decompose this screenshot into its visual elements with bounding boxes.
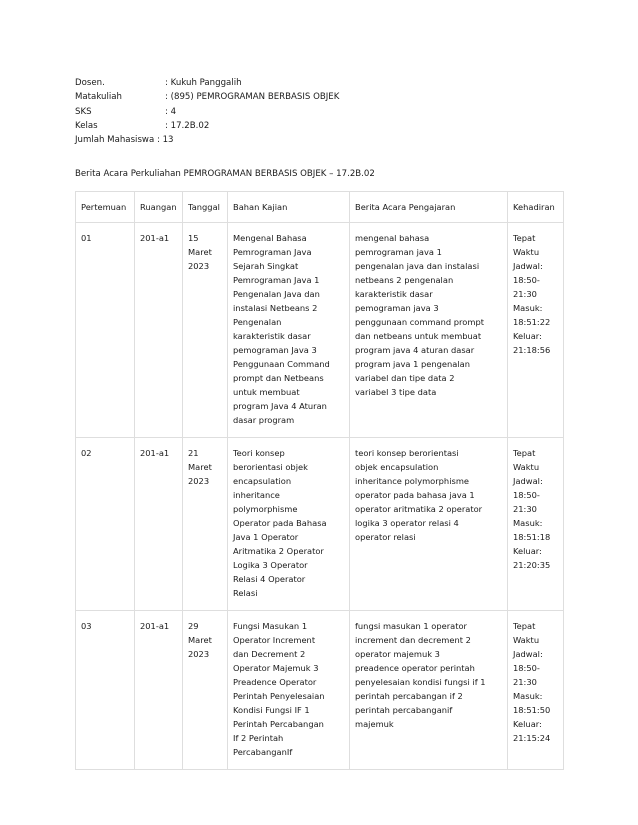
table-caption: Berita Acara Perkuliahan PEMROGRAMAN BERBASIS OBJEK – 17.2B.02 [75, 169, 375, 179]
cell-line: If 2 Perintah [233, 733, 284, 743]
cell-line: 201-a1 [140, 233, 170, 243]
cell-line: PercabanganIf [233, 747, 293, 757]
cell-line: 21:18:56 [513, 345, 551, 355]
cell-pertemuan [76, 223, 135, 438]
cell-line: majemuk [355, 719, 394, 729]
cell-line: Logika 3 Operator [233, 560, 308, 570]
info-value: : 4 [165, 106, 177, 117]
cell-line: variabel 3 tipe data [355, 387, 437, 397]
cell-line: Keluar: [513, 331, 542, 341]
cell-kehadiran [508, 223, 564, 438]
cell-line: berorientasi objek [233, 462, 308, 472]
cell-berita-acara [350, 438, 508, 611]
cell-bahan-kajian [228, 223, 350, 438]
column-header-ruangan: Ruangan [135, 192, 183, 223]
info-label: SKS [75, 106, 92, 117]
cell-bahan-kajian [228, 438, 350, 611]
info-label: Kelas [75, 120, 98, 131]
cell-line: untuk membuat [233, 387, 300, 397]
cell-line: Waktu [513, 635, 540, 645]
cell-line: Masuk: [513, 691, 543, 701]
cell-line: dan Decrement 2 [233, 649, 306, 659]
cell-line: 18:50- [513, 490, 540, 500]
cell-line: variabel dan tipe data 2 [355, 373, 455, 383]
cell-line: Pengenalan Java dan [233, 289, 320, 299]
table-row [76, 611, 564, 770]
cell-line: instalasi Netbeans 2 [233, 303, 318, 313]
cell-line: polymorphisme [233, 504, 298, 514]
cell-line: 2023 [188, 476, 210, 486]
info-student-count: Jumlah Mahasiswa : 13 [75, 135, 174, 146]
cell-line: 18:51:22 [513, 317, 551, 327]
cell-line: 01 [81, 233, 92, 243]
cell-line: Java 1 Operator [233, 532, 299, 542]
cell-kehadiran [508, 438, 564, 611]
info-value: : Kukuh Panggalih [165, 78, 242, 88]
cell-line: penyelesaian kondisi fungsi if 1 [355, 677, 486, 687]
cell-line: perintah percabanganif [355, 705, 453, 715]
cell-pertemuan [76, 438, 135, 611]
cell-line: Relasi [233, 588, 258, 598]
cell-line: netbeans 2 pengenalan [355, 275, 454, 285]
cell-line: operator pada bahasa java 1 [355, 490, 475, 500]
cell-line: Relasi 4 Operator [233, 574, 306, 584]
cell-bahan-kajian [228, 611, 350, 770]
cell-tanggal [183, 223, 228, 438]
cell-line: program java 4 aturan dasar [355, 345, 475, 355]
cell-line: logika 3 operator relasi 4 [355, 518, 459, 528]
cell-line: Waktu [513, 462, 540, 472]
cell-line: preadence operator perintah [355, 663, 475, 673]
cell-line: perintah percabangan if 2 [355, 691, 463, 701]
cell-line: Keluar: [513, 719, 542, 729]
cell-pertemuan [76, 611, 135, 770]
cell-line: Mengenal Bahasa [233, 233, 307, 243]
cell-line: 21:30 [513, 504, 537, 514]
cell-line: Masuk: [513, 518, 543, 528]
cell-line: teori konsep berorientasi [355, 448, 459, 458]
cell-line: 201-a1 [140, 448, 170, 458]
cell-line: Tepat [513, 233, 536, 243]
cell-line: 21:15:24 [513, 733, 551, 743]
info-row-matakuliah [75, 90, 339, 104]
cell-line: dan netbeans untuk membuat [355, 331, 482, 341]
cell-line: Aritmatika 2 Operator [233, 546, 324, 556]
cell-line: 18:51:18 [513, 532, 551, 542]
cell-tanggal [183, 611, 228, 770]
info-label: Dosen. [75, 78, 105, 88]
cell-line: Keluar: [513, 546, 542, 556]
cell-line: 18:50- [513, 663, 540, 673]
cell-line: fungsi masukan 1 operator [355, 621, 467, 631]
cell-line: operator majemuk 3 [355, 649, 440, 659]
cell-line: pemrograman java 1 [355, 247, 442, 257]
cell-line: Waktu [513, 247, 540, 257]
cell-line: Preadence Operator [233, 677, 317, 687]
cell-line: pemograman java 3 [355, 303, 439, 313]
table-row [76, 438, 564, 611]
cell-line: 201-a1 [140, 621, 170, 631]
cell-line: operator relasi [355, 532, 416, 542]
cell-line: Operator Majemuk 3 [233, 663, 319, 673]
cell-line: Pemrograman Java 1 [233, 275, 320, 285]
cell-line: Maret [188, 247, 212, 257]
cell-line: penggunaan command prompt [355, 317, 484, 327]
cell-ruangan [135, 611, 183, 770]
cell-line: increment dan decrement 2 [355, 635, 471, 645]
cell-ruangan [135, 223, 183, 438]
cell-line: karakteristik dasar [355, 289, 433, 299]
cell-line: Maret [188, 635, 212, 645]
cell-line: prompt dan Netbeans [233, 373, 324, 383]
column-header-pertemuan: Pertemuan [76, 192, 135, 223]
info-row-sks [75, 105, 339, 119]
cell-line: Fungsi Masukan 1 [233, 621, 308, 631]
cell-line: dasar program [233, 415, 295, 425]
cell-line: Jadwal: [513, 476, 543, 486]
info-value: : (895) PEMROGRAMAN BERBASIS OBJEK [165, 92, 340, 103]
cell-line: Tepat [513, 621, 536, 631]
info-row-dosen [75, 76, 339, 90]
cell-line: Perintah Penyelesaian [233, 691, 325, 701]
cell-line: Sejarah Singkat [233, 261, 299, 271]
info-label: Matakuliah [75, 92, 122, 103]
info-row-kelas [75, 119, 339, 133]
cell-line: 2023 [188, 649, 210, 659]
cell-line: 02 [81, 448, 92, 458]
cell-line: Penggunaan Command [233, 359, 330, 369]
cell-line: 21:30 [513, 289, 537, 299]
cell-line: encapsulation [233, 476, 292, 486]
cell-line: inheritance polymorphisme [355, 476, 470, 486]
cell-line: 21:20:35 [513, 560, 551, 570]
info-value: : 17.2B.02 [165, 120, 210, 131]
cell-line: karakteristik dasar [233, 331, 311, 341]
column-header-bahan-kajian: Bahan Kajian [228, 192, 350, 223]
cell-ruangan [135, 438, 183, 611]
column-header-berita-acara: Berita Acara Pengajaran [350, 192, 508, 223]
cell-kehadiran [508, 611, 564, 770]
cell-line: pemograman Java 3 [233, 345, 317, 355]
cell-line: inheritance [233, 490, 280, 500]
cell-line: operator aritmatika 2 operator [355, 504, 483, 514]
column-header-kehadiran: Kehadiran [508, 192, 564, 223]
cell-line: Maret [188, 462, 212, 472]
cell-line: Teori konsep [233, 448, 285, 458]
cell-line: objek encapsulation [355, 462, 439, 472]
cell-line: mengenal bahasa [355, 233, 430, 243]
cell-line: 21:30 [513, 677, 537, 687]
table-row [76, 223, 564, 438]
cell-line: program java 1 pengenalan [355, 359, 470, 369]
cell-berita-acara [350, 223, 508, 438]
cell-line: Pemrograman Java [233, 247, 312, 257]
cell-line: Tepat [513, 448, 536, 458]
cell-line: program Java 4 Aturan [233, 401, 327, 411]
cell-line: Masuk: [513, 303, 543, 313]
cell-line: 29 [188, 621, 199, 631]
cell-line: Jadwal: [513, 261, 543, 271]
cell-line: Kondisi Fungsi IF 1 [233, 705, 310, 715]
berita-acara-table [75, 191, 564, 770]
cell-line: pengenalan java dan instalasi [355, 261, 480, 271]
cell-tanggal [183, 438, 228, 611]
cell-line: 2023 [188, 261, 210, 271]
cell-line: Operator pada Bahasa [233, 518, 327, 528]
cell-line: 03 [81, 621, 92, 631]
cell-line: 21 [188, 448, 199, 458]
cell-line: Jadwal: [513, 649, 543, 659]
cell-line: 15 [188, 233, 199, 243]
cell-line: Operator Increment [233, 635, 316, 645]
cell-line: Pengenalan [233, 317, 282, 327]
info-row-jumlah-mahasiswa [75, 133, 339, 147]
cell-berita-acara [350, 611, 508, 770]
table-header-row [76, 192, 564, 223]
course-info [75, 76, 339, 147]
cell-line: Perintah Percabangan [233, 719, 324, 729]
cell-line: 18:50- [513, 275, 540, 285]
cell-line: 18:51:50 [513, 705, 551, 715]
column-header-tanggal: Tanggal [183, 192, 228, 223]
